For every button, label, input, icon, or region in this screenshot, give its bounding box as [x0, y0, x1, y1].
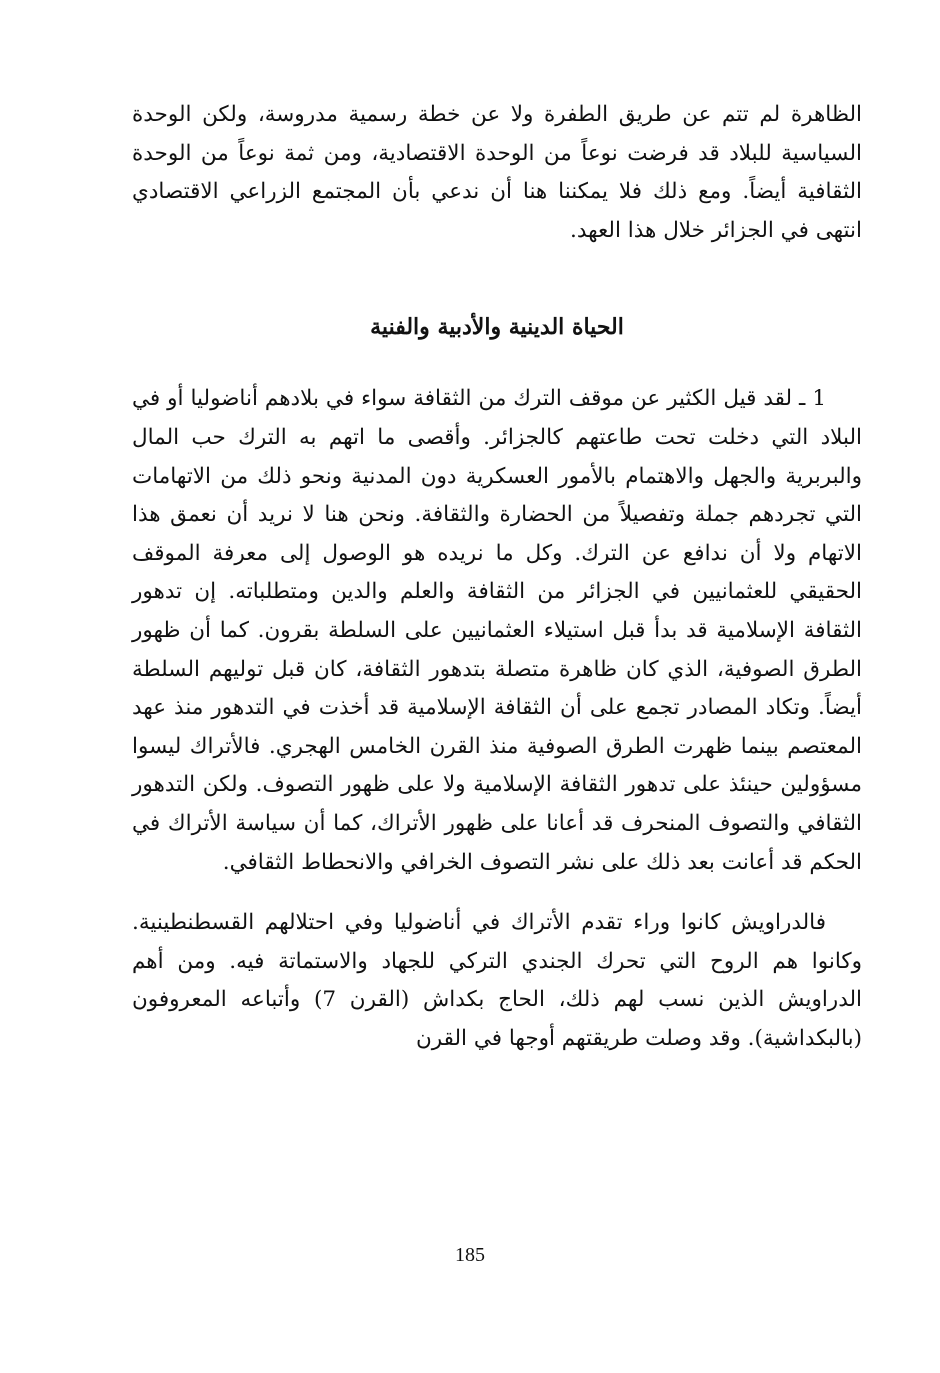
- page-body: [132, 96, 862, 1058]
- section-heading: الحياة الدينية والأدبية والفنية: [370, 314, 624, 341]
- paragraph-2: فالدراويش كانوا وراء تقدم الأتراك في أناضوليا وفي احتلالهم القسطنطينية. وكانوا هم الروح التي تحرك الجندي التركي للجهاد والاستماتة فيه. ومن أهم الدراويش الذين نسب لهم ذلك، الحاج بكداش (القرن 7) وأتباعه المعروفون (بالبكداشية). وقد وصلت طريقتهم أوجها في القرن: [132, 910, 863, 1051]
- page-number: 185: [455, 1244, 485, 1266]
- opening-paragraph: الظاهرة لم تتم عن طريق الطفرة ولا عن خطة رسمية مدروسة، ولكن الوحدة السياسية للبلاد قد فرضت نوعاً من الوحدة الاقتصادية، ومن ثمة نوعاً من الوحدة الثقافية أيضاً. ومع ذلك فلا يمكننا هنا أن ندعي بأن المجتمع الزراعي الاقتصادي انتهى في الجزائر خلال هذا العهد.: [132, 102, 862, 243]
- paragraph-1: 1 ـ لقد قيل الكثير عن موقف الترك من الثقافة سواء في بلادهم أناضوليا أو في البلاد التي دخلت تحت طاعتهم كالجزائر. وأقصى ما اتهم به الترك حب المال والبربرية والجهل والاهتمام بالأمور العسكرية دون المدنية ونحو ذلك من الاتهامات التي تجردهم جملة وتفصيلاً من الحضارة والثقافة. ونحن هنا لا نريد أن نعمق هذا الاتهام ولا أن ندافع عن الترك. وكل ما نريده هو الوصول إلى معرفة الموقف الحقيقي للعثمانيين في الجزائر من الثقافة والعلم والدين ومتطلباته. إن تدهور الثقافة الإسلامية قد بدأ قبل استيلاء العثمانيين على السلطة بقرون. كما أن ظهور الطرق الصوفية، الذي كان ظاهرة متصلة بتدهور الثقافة، كان قبل توليهم السلطة أيضاً. وتكاد المصادر تجمع على أن الثقافة الإسلامية قد أخذت في التدهور منذ عهد المعتصم بينما ظهرت الطرق الصوفية منذ القرن الخامس الهجري. فالأتراك ليسوا مسؤولين حينئذ على تدهور الثقافة الإسلامية ولا على ظهور التصوف. ولكن التدهور الثقافي والتصوف المنحرف قد أعانا على ظهور الأتراك، كما أن سياسة الأتراك في الحكم قد أعانت بعد ذلك على نشر التصوف الخرافي والانحطاط الثقافي.: [132, 386, 862, 875]
